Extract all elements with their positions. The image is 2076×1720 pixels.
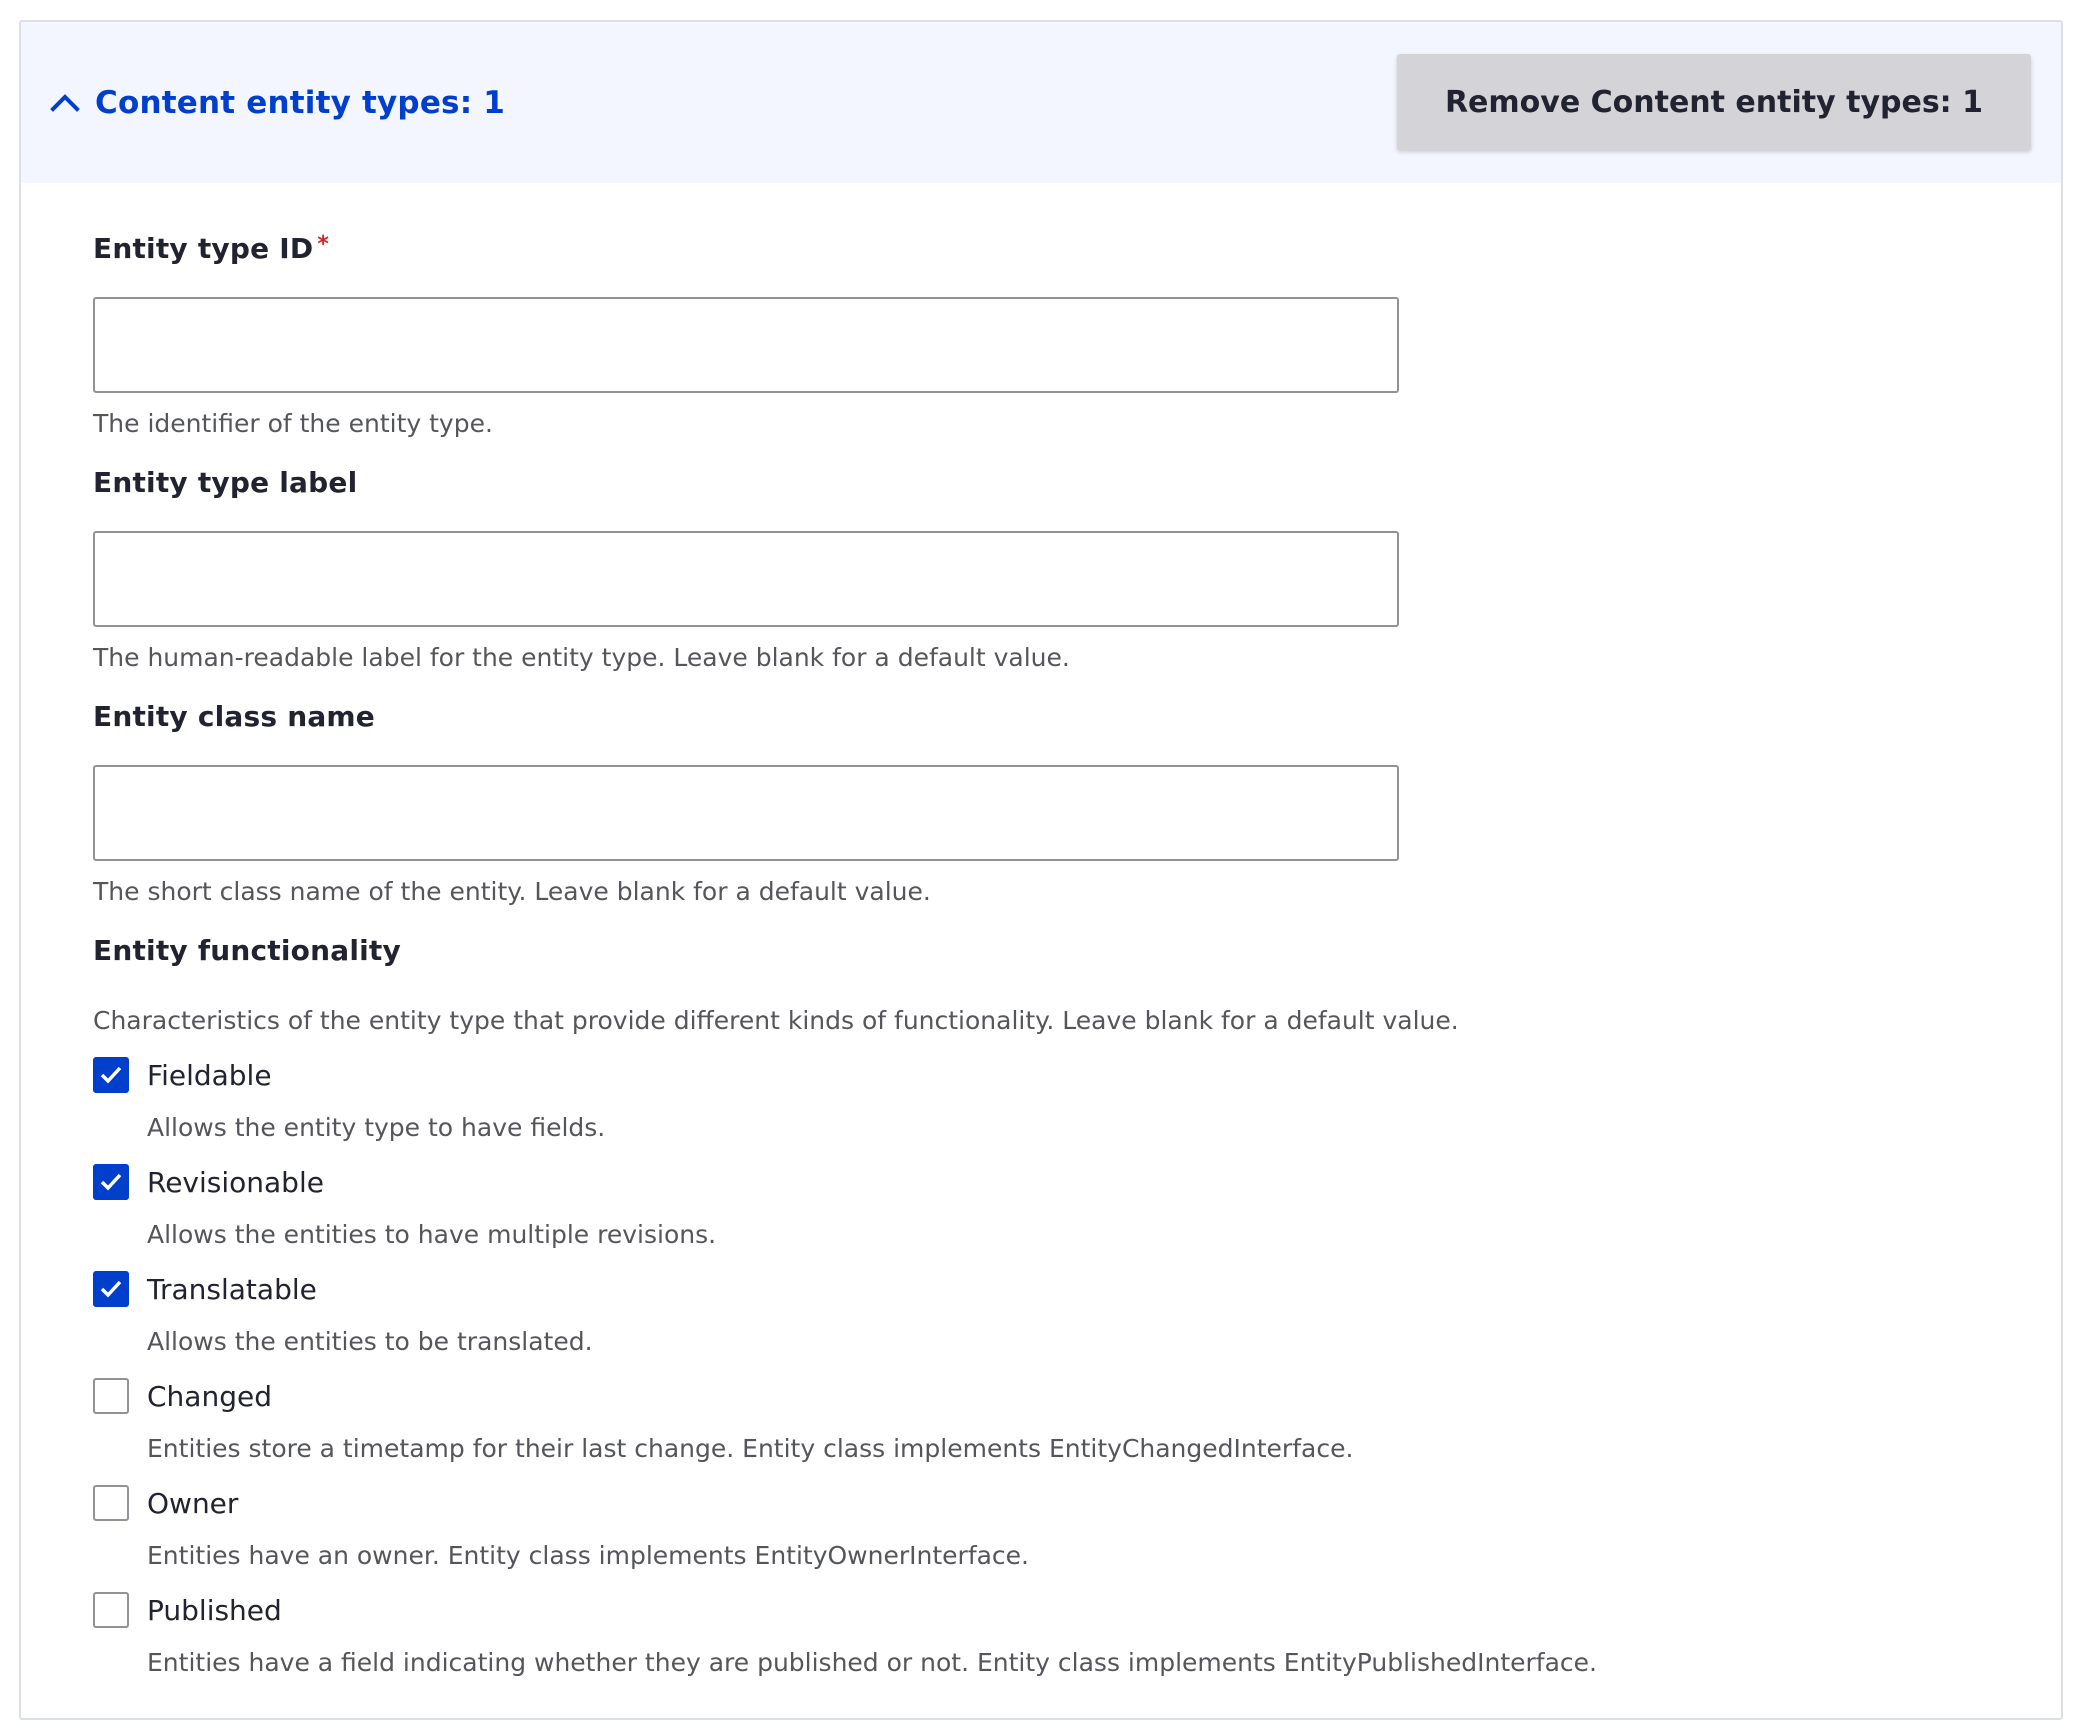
checkmark-icon (98, 1277, 124, 1301)
revisionable-checkbox[interactable] (93, 1164, 129, 1200)
translatable-description: Allows the entities to be translated. (147, 1327, 593, 1356)
entity-functionality-description: Characteristics of the entity type that provide different kinds of functionality. Leave blank for a default value. (93, 1006, 1459, 1035)
details-header (21, 22, 2061, 183)
entity-type-id-description: The identifier of the entity type. (93, 409, 493, 438)
required-marker: * (317, 232, 330, 257)
checkmark-icon (98, 1170, 124, 1194)
changed-checkbox[interactable] (93, 1378, 129, 1414)
changed-description: Entities store a timetamp for their last change. Entity class implements EntityChangedInterface. (147, 1434, 1354, 1463)
entity-class-name-input[interactable] (93, 765, 1399, 861)
translatable-label[interactable]: Translatable (147, 1273, 317, 1306)
owner-checkbox[interactable] (93, 1485, 129, 1521)
revisionable-label[interactable]: Revisionable (147, 1166, 324, 1199)
chevron-up-icon (45, 83, 85, 123)
entity-type-id-input[interactable] (93, 297, 1399, 393)
checkmark-icon (98, 1063, 124, 1087)
owner-description: Entities have an owner. Entity class implements EntityOwnerInterface. (147, 1541, 1030, 1570)
published-label[interactable]: Published (147, 1594, 282, 1627)
entity-functionality-label: Entity functionality (93, 934, 401, 967)
revisionable-description: Allows the entities to have multiple revisions. (147, 1220, 717, 1249)
entity-type-id-label-text: Entity type ID (93, 232, 314, 265)
content-entity-types-details (19, 20, 2063, 1720)
details-summary-label: Content entity types: 1 (95, 84, 506, 121)
details-summary-toggle[interactable] (45, 22, 505, 183)
remove-content-entity-types-button[interactable]: Remove Content entity types: 1 (1397, 54, 2031, 150)
entity-class-name-label: Entity class name (93, 700, 375, 733)
entity-type-label-label: Entity type label (93, 466, 358, 499)
owner-label[interactable]: Owner (147, 1487, 239, 1520)
published-description: Entities have a field indicating whether they are published or not. Entity class implements EntityPublishedInterface. (147, 1648, 1597, 1677)
changed-label[interactable]: Changed (147, 1380, 272, 1413)
published-checkbox[interactable] (93, 1592, 129, 1628)
translatable-checkbox[interactable] (93, 1271, 129, 1307)
entity-class-name-description: The short class name of the entity. Leave blank for a default value. (93, 877, 931, 906)
fieldable-checkbox[interactable] (93, 1057, 129, 1093)
fieldable-label[interactable]: Fieldable (147, 1059, 272, 1092)
entity-type-label-description: The human-readable label for the entity type. Leave blank for a default value. (93, 643, 1070, 672)
fieldable-description: Allows the entity type to have fields. (147, 1113, 606, 1142)
entity-type-label-input[interactable] (93, 531, 1399, 627)
entity-type-id-label (93, 232, 329, 265)
